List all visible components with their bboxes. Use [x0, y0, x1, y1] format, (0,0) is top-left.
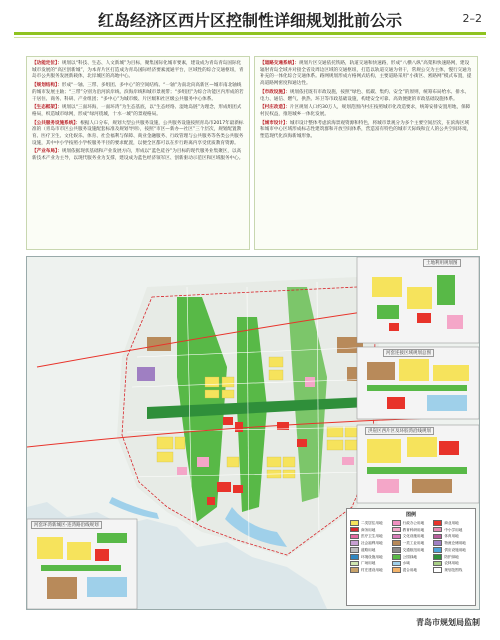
legend-swatch [350, 554, 359, 560]
legend-label: 一类工业用地 [402, 541, 425, 546]
paragraph-body: 根据人口分布，规划大型公共服务设施，公共服务设施按照青岛市2017年最新标准的（青岛市市区公共服务设施配套标准及规划导则），按照“市区—新办—社区”三个层次，规划配置教育、医疗卫生、文化娱乐、体育、社会福利与保障、商业金融服务、行政管理与公共服务等各类公共服务设施，其中中小学按照小学校服务半径的要求配置，以便全区都可以在步行距离内享受优质教育资源。 [32, 120, 244, 146]
legend-swatch [433, 547, 442, 553]
paragraph-body: 规划片区交通依托铁路，轨道交通和快速路，形成“八横八纵”高架和快速路网，建设辐射青岛全域并对接全省及周边区域的交通枢纽，打造以轨道交通为骨干，常规公交为主体，慢行交通为补充的一体化综合交通体系。路网规划形成方格网式结构，主要道路采用“小街区、密路网”模式布置，提高道路网密度和通达性。 [260, 61, 472, 87]
legend-label: 物流仓储用地 [444, 541, 466, 546]
legend-swatch [350, 534, 359, 540]
legend-label: 医疗卫生用地 [361, 534, 383, 539]
legend-item [433, 534, 472, 540]
legend-swatch [392, 527, 401, 533]
legend-label: 村庄建设用地 [361, 568, 383, 573]
legend-swatch [433, 527, 442, 533]
legend-item [392, 520, 431, 526]
legend-swatch [433, 567, 442, 573]
paragraph-heading: 【产业布局】： [32, 149, 62, 155]
legend-item [433, 567, 472, 573]
legend-item [392, 561, 431, 567]
paragraph [32, 83, 244, 103]
legend-swatch [433, 534, 442, 540]
paragraph [32, 105, 244, 118]
legend-swatch [350, 527, 359, 533]
legend-label: 广场用地 [361, 561, 376, 566]
legend-label: 供应设施用地 [444, 547, 466, 552]
legend-swatch [392, 520, 401, 526]
title-rule [14, 32, 486, 35]
inset-label-land-use: 土地利用规划图 [423, 259, 461, 267]
legend-item [350, 547, 389, 553]
legend-item [350, 554, 389, 560]
legend-title: 图例 [405, 512, 416, 518]
legend-item [392, 534, 431, 540]
legend-item [350, 520, 389, 526]
paragraph-heading: 【市政设施】： [260, 89, 290, 95]
legend-item [350, 527, 389, 533]
title-rule-thin [14, 37, 486, 38]
legend-label: 商业用地 [444, 520, 459, 525]
paragraph-body: 规划依据现状基础和产业发展方向，形成以“蓝色硅谷”为目标的现代服务业集聚区，以高新技术产业为主导，以现代服务业为支撑，建设成为蓝色经济领军区、创新驱动示范区和区域服务中心。 [32, 149, 244, 162]
legend-swatch [433, 554, 442, 560]
paragraph-body: 规划以“三面环海，一面环湾”为生态基底，以“生态经络、湿地岛链”为理念，形成组团式格局，织造城市绿网，形成“绿河绕城，十水一城”的景观格局。 [32, 105, 242, 117]
legend-label: 行政办公用地 [402, 520, 425, 525]
legend-item [392, 540, 431, 546]
legend-label: 中小学用地 [444, 527, 463, 532]
legend-item [350, 567, 389, 573]
legend-item [433, 554, 472, 560]
paragraph-heading: 【村庄改造】： [260, 105, 290, 111]
legend-item [350, 534, 389, 540]
paragraph-heading: 【公共服务设施系统】： [32, 120, 81, 126]
legend-item [392, 554, 431, 560]
inset-label-bay: 河套环湾新城区-连湾路沿线规划 [31, 521, 102, 529]
legend-item [350, 540, 389, 546]
paragraph [260, 90, 472, 103]
legend-label: 道路用地 [361, 547, 376, 552]
legend-label: 水域 [402, 561, 410, 566]
legend-label: 教育科研用地 [402, 527, 425, 532]
agency-credit: 青岛市规划局监制 [416, 618, 480, 627]
paragraph-heading: 【生态框架】： [32, 105, 62, 111]
planning-text-left [26, 56, 250, 250]
legend-label: 二类居住用地 [361, 520, 383, 525]
legend-label: 规划范围线 [444, 568, 463, 573]
legend-label: 商务用地 [361, 527, 376, 532]
legend-swatch [433, 520, 442, 526]
legend-swatch [392, 567, 401, 573]
page-number: 2–2 [462, 12, 482, 25]
paragraph [260, 121, 472, 141]
paragraph-body: 城市设计整体考虑滨海景观资源和特色，将城市景观分为多个主要空间层次，在滨海区域和城市中心区域形成标志性建筑群和开放空间体系，营造富有特色的城市天际线和宜人的公共空间环境，塑造现代化滨海新城形象。 [260, 120, 472, 140]
paragraph [32, 121, 244, 148]
inset-label-hetao: 河套连接区域规划总图 [383, 349, 434, 357]
legend-item [392, 547, 431, 553]
legend-item [433, 520, 472, 526]
legend-swatch [392, 534, 401, 540]
paragraph-body: 片区规划人口约30万人，规划范围内村庄按照城市化改造要求，统筹安排安置用地，保障村民权益，推进城乡一体化发展。 [260, 105, 471, 117]
legend-label: 文化设施用地 [402, 534, 425, 539]
paragraph-body: 形成“一轴、三带、多组团、多中心”的空间结构。“一轴”为南北向高新区—城市南北轴线的城市发展主轴；“三带”分别为沿河滨岸线、滨海岸线和城市景观带；“多组团”为综合功能区内形成的若干居住、商务、科研、产业组团；“多中心”为城市级、片区级和社区级公共服务中心体系。 [32, 83, 244, 102]
legend-swatch [392, 547, 401, 553]
paragraph-heading: 【功能定位】： [32, 61, 62, 66]
legend-swatch [392, 561, 401, 567]
legend-swatch [392, 540, 401, 546]
legend-item [392, 567, 431, 573]
planning-text-right [254, 56, 478, 250]
legend-label: 混合用地 [402, 568, 418, 573]
legend-swatch [350, 540, 359, 546]
page-title: 红岛经济区西片区控制性详细规划批前公示 [97, 11, 402, 30]
legend-label: 体育用地 [444, 534, 459, 539]
legend-item [392, 527, 431, 533]
paragraph-heading: 【规划结构】： [32, 83, 62, 89]
legend-swatch [433, 540, 442, 546]
paragraph-heading: 【城市设计】： [260, 120, 290, 126]
legend-label: 环境设施用地 [361, 554, 383, 559]
legend-label: 公园绿地 [402, 554, 418, 559]
paragraph [260, 105, 472, 118]
paragraph [260, 61, 472, 88]
legend-items [350, 520, 472, 573]
paragraph [32, 149, 244, 162]
legend-item [433, 561, 472, 567]
legend-item [433, 547, 472, 553]
legend-item [350, 561, 389, 567]
map-legend [346, 508, 476, 606]
legend-swatch [392, 554, 401, 560]
inset-label-west: 洪崖区西片区及环胶湾沿线规划 [365, 427, 434, 435]
legend-swatch [350, 547, 359, 553]
legend-label: 社会福利用地 [361, 541, 383, 546]
legend-label: 农林用地 [444, 561, 459, 566]
legend-label: 防护绿地 [444, 554, 459, 559]
legend-item [433, 527, 472, 533]
paragraph-body: 规划依托既有市政设施，按照“绿色、低碳、集约、安全”的原则，统筹布局给水、排水、电力、通信、燃气、供热、环卫等市政基础设施，构建安全可靠、高效便捷的市政基础设施体系。 [260, 89, 470, 102]
legend-item [433, 540, 472, 546]
legend-swatch [350, 567, 359, 573]
paragraph-heading: 【道路交通系统】： [260, 61, 300, 66]
legend-swatch [433, 561, 442, 567]
paragraph [32, 61, 244, 81]
paragraph-body: 规划以“科技、生态、人文新城”为目标，聚集国际化城市要素，建设成为青岛青岛国际化城市发展的“高区创新城”，为本青片区打造成为青岛国际经济要素流通平台，区域性的综合交通枢纽，青岛市公共服务发展新载体，北岸城区的高地中心。 [32, 61, 244, 80]
legend-label: 交通枢纽用地 [402, 547, 425, 552]
legend-swatch [350, 520, 359, 526]
legend-swatch [350, 561, 359, 567]
